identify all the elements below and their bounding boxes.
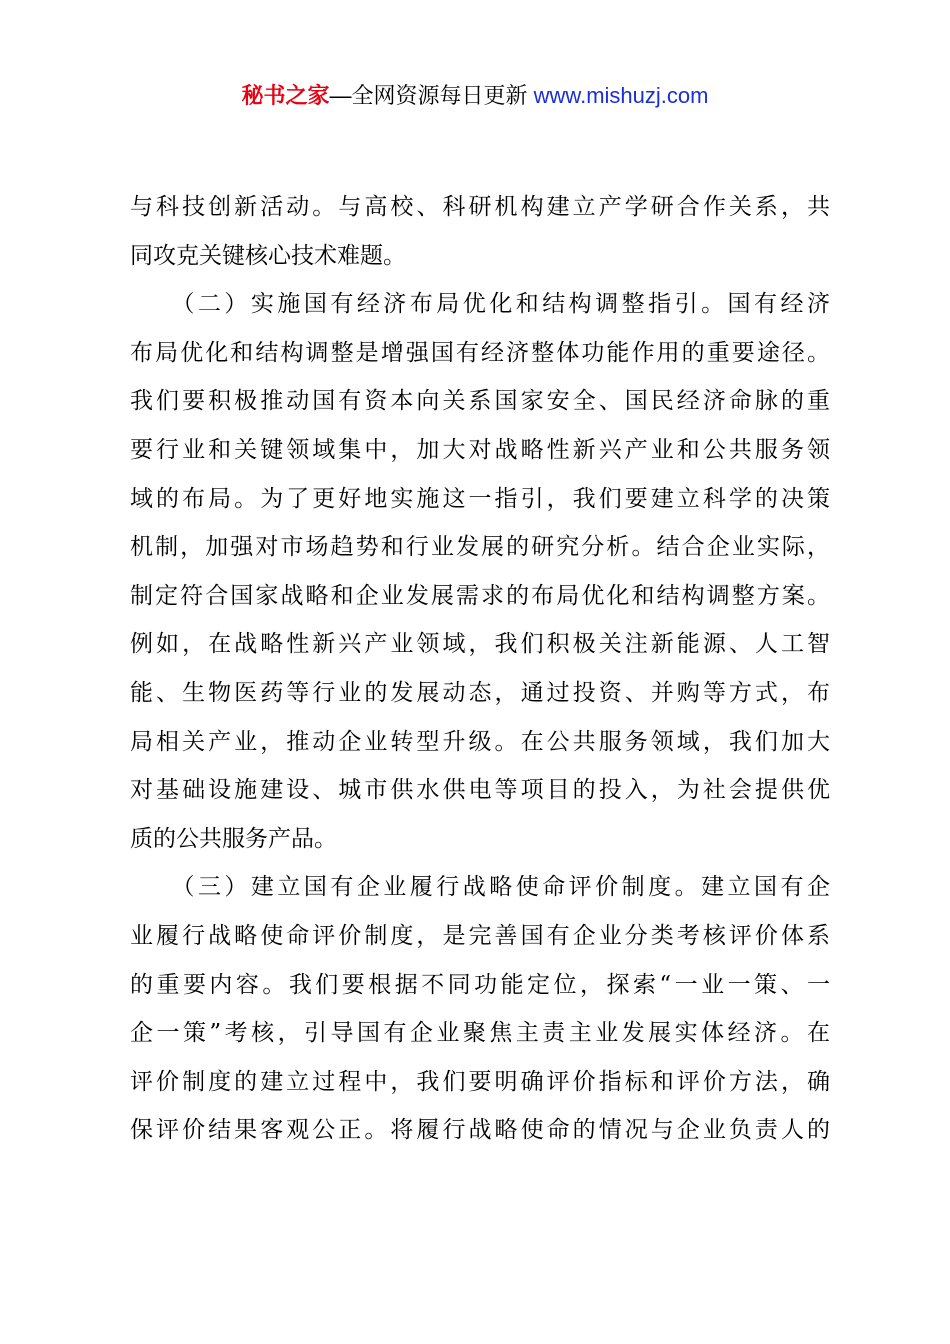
site-url-link[interactable]: www.mishuzj.com — [527, 83, 709, 108]
site-header — [0, 80, 950, 112]
text-line: 对基础设施建设、城市供水供电等项目的投入，为社会提供优 — [130, 777, 830, 804]
text-line: 业履行战略使命评价制度，是完善国有企业分类考核评价体系 — [130, 922, 830, 949]
text-line: 布局优化和结构调整是增强国有经济整体功能作用的重要途径。 — [130, 339, 830, 366]
text-line: 机制，加强对市场趋势和行业发展的研究分析。结合企业实际， — [130, 534, 830, 561]
text-line: 例如，在战略性新兴产业领域，我们积极关注新能源、人工智 — [130, 631, 830, 658]
text-line: 的重要内容。我们要根据不同功能定位，探索“一业一策、一 — [130, 971, 830, 998]
text-line: 企一策”考核，引导国有企业聚焦主责主业发展实体经济。在 — [130, 1020, 830, 1047]
section-heading-line: （二）实施国有经济布局优化和结构调整指引。国有经济 — [130, 291, 830, 318]
text-line: 保评价结果客观公正。将履行战略使命的情况与企业负责人的 — [130, 1117, 830, 1144]
text-line: 制定符合国家战略和企业发展需求的布局优化和结构调整方案。 — [130, 582, 830, 609]
site-slogan: —全网资源每日更新 — [329, 83, 528, 108]
text-line: 质的公共服务产品。 — [130, 825, 337, 852]
text-line: 同攻克关键核心技术难题。 — [130, 242, 406, 269]
text-line: 域的布局。为了更好地实施这一指引，我们要建立科学的决策 — [130, 485, 830, 512]
text-line: 评价制度的建立过程中，我们要明确评价指标和评价方法，确 — [130, 1068, 830, 1095]
text-line: 与科技创新活动。与高校、科研机构建立产学研合作关系，共 — [130, 194, 830, 220]
document-body — [130, 183, 830, 1155]
text-line: 我们要积极推动国有资本向关系国家安全、国民经济命脉的重 — [130, 388, 830, 415]
text-line: 能、生物医药等行业的发展动态，通过投资、并购等方式，布 — [130, 679, 830, 706]
text-line: 局相关产业，推动企业转型升级。在公共服务领域，我们加大 — [130, 728, 830, 755]
text-line: 要行业和关键领域集中，加大对战略性新兴产业和公共服务领 — [130, 436, 830, 463]
section-heading-line: （三）建立国有企业履行战略使命评价制度。建立国有企 — [130, 874, 830, 901]
site-brand: 秘书之家 — [241, 83, 330, 108]
